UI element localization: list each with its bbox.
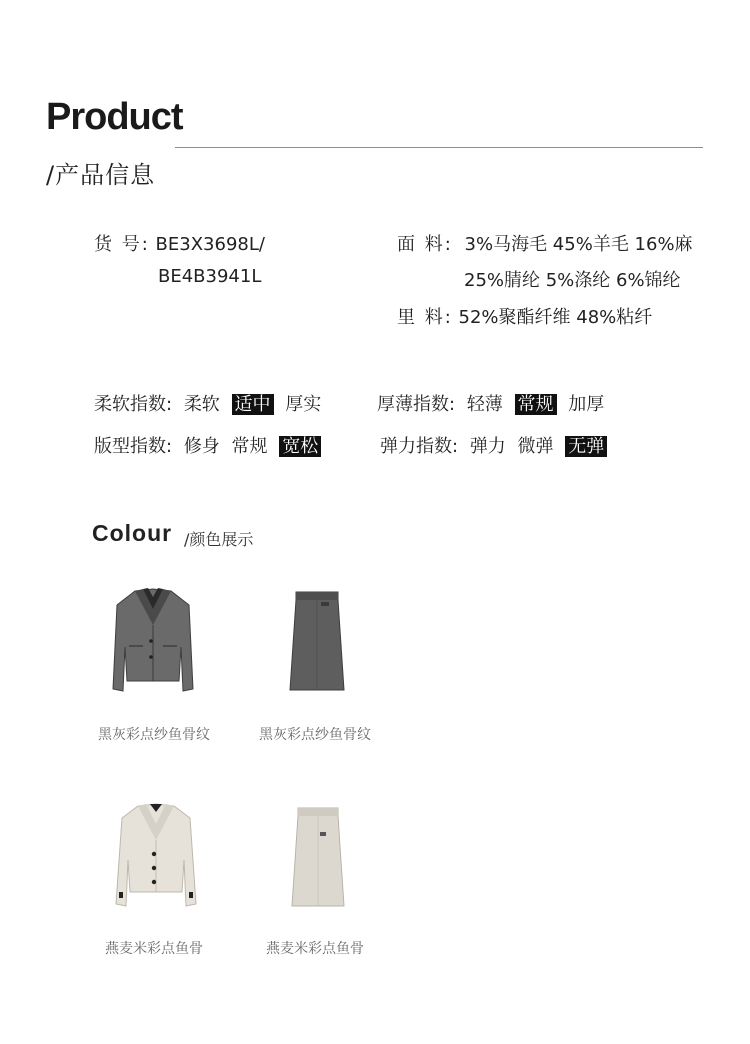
- softness-option-2-selected: 适中: [232, 394, 274, 415]
- softness-index: [94, 390, 327, 416]
- lining: [397, 303, 652, 329]
- elasticity-option-3-selected: 无弹: [565, 436, 607, 457]
- fabric: [397, 230, 693, 256]
- fit-index: [94, 432, 327, 458]
- thickness-option-1: 轻薄: [466, 394, 503, 415]
- colour-title: Colour: [92, 520, 173, 546]
- page-subtitle: /产品信息: [46, 161, 156, 189]
- jacket-image: [108, 800, 204, 912]
- article-value-2: BE4B3941L: [158, 266, 262, 287]
- article-number: [94, 230, 265, 256]
- article-value-1: BE3X3698L/: [155, 234, 265, 255]
- colour-subtitle: /颜色展示: [184, 530, 254, 549]
- fit-option-2: 常规: [231, 436, 268, 457]
- fit-option-1: 修身: [183, 436, 220, 457]
- colour-item-1-caption: 黑灰彩点纱鱼骨纹: [98, 727, 210, 743]
- colour-item-dark-skirt[interactable]: [288, 590, 346, 694]
- skirt-image: [290, 806, 346, 910]
- thickness-label: 厚薄指数:: [377, 394, 456, 415]
- colour-item-4-caption: 燕麦米彩点鱼骨: [266, 941, 364, 957]
- colour-item-oat-skirt[interactable]: [290, 806, 346, 910]
- article-label: 货 号:: [94, 234, 150, 255]
- softness-option-1: 柔软: [183, 394, 220, 415]
- skirt-image: [288, 590, 346, 694]
- elasticity-option-2: 微弹: [517, 436, 554, 457]
- fabric-value-2: 25%腈纶 5%涤纶 6%锦纶: [464, 270, 681, 291]
- softness-label: 柔软指数:: [94, 394, 173, 415]
- colour-item-oat-jacket[interactable]: [108, 800, 204, 912]
- lining-label: 里 料:: [397, 307, 453, 328]
- jacket-image: [105, 585, 201, 703]
- thickness-index: [377, 390, 610, 416]
- fabric-label: 面 料:: [397, 234, 453, 255]
- elasticity-label: 弹力指数:: [380, 436, 459, 457]
- title-divider: [175, 147, 703, 148]
- fabric-value-1: 3%马海毛 45%羊毛 16%麻: [464, 234, 693, 255]
- elasticity-option-1: 弹力: [469, 436, 506, 457]
- colour-item-dark-jacket[interactable]: [105, 585, 201, 703]
- thickness-option-2-selected: 常规: [515, 394, 557, 415]
- fit-label: 版型指数:: [94, 436, 173, 457]
- fit-option-3-selected: 宽松: [279, 436, 321, 457]
- elasticity-index: [380, 432, 613, 458]
- thickness-option-3: 加厚: [568, 394, 605, 415]
- lining-value: 52%聚酯纤维 48%粘纤: [458, 307, 653, 328]
- page-title: Product: [46, 96, 183, 138]
- softness-option-3: 厚实: [285, 394, 322, 415]
- colour-item-3-caption: 燕麦米彩点鱼骨: [105, 941, 203, 957]
- colour-item-2-caption: 黑灰彩点纱鱼骨纹: [259, 727, 371, 743]
